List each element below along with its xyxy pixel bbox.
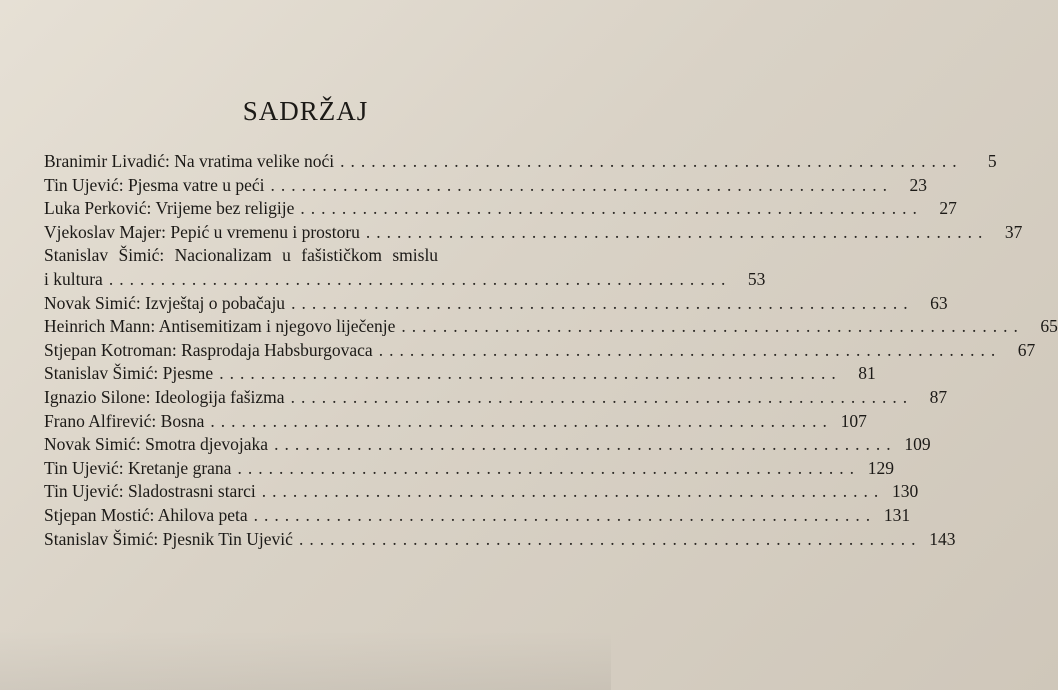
entry-author: Stjepan Mostić: [44, 504, 155, 525]
entry-title: Izvještaj o pobačaju [145, 292, 286, 313]
dot-leader: ............................................................ [237, 457, 860, 478]
entry-page-number: 131 [883, 504, 911, 525]
entry-title: Pjesme [162, 363, 214, 384]
entry-page-number: 5 [987, 151, 997, 171]
entry-page-number: 81 [858, 363, 876, 384]
entry-title: Smotra djevojaka [145, 434, 269, 455]
toc-entry [44, 339, 1036, 363]
entry-page-number: 109 [904, 434, 931, 455]
dot-leader: ............................................................ [298, 528, 922, 549]
entry-title: Sladostrasni starci [127, 481, 256, 502]
table-of-contents [44, 150, 1058, 551]
entry-author: Stanislav Šimić: [44, 528, 159, 549]
entry-title: Pjesnik Tin Ujević [162, 528, 293, 549]
entry-title: Pjesma vatre u peći [127, 174, 265, 195]
toc-entry [44, 174, 928, 198]
toc-entry [44, 244, 578, 268]
toc-entry [44, 362, 876, 386]
entry-page-number: 65 [1040, 316, 1058, 337]
toc-entry [44, 528, 956, 552]
entry-title: Antisemitizam i njegovo liječenje [158, 316, 396, 337]
entry-author: Luka Perković: [44, 198, 152, 219]
toc-entry [44, 221, 1023, 245]
entry-title: Nacionalizam u fašističkom smislu [174, 245, 439, 266]
toc-entry [44, 150, 997, 174]
entry-page-number: 67 [1017, 339, 1036, 360]
dot-leader: ............................................................ [300, 198, 923, 219]
toc-entry [44, 292, 948, 316]
dot-leader: ............................................................ [253, 504, 877, 525]
entry-author: Novak Simić: [44, 434, 141, 455]
entry-title: Na vratima velike noći [174, 151, 335, 171]
entry-author: Stanislav Šimić: [44, 363, 159, 384]
toc-entry [44, 504, 911, 528]
toc-entry [44, 480, 919, 504]
dot-leader: ............................................................ [108, 268, 732, 289]
entry-title: Pepić u vremenu i prostoru [170, 221, 360, 242]
entry-page-number: 27 [939, 198, 957, 219]
dot-leader: ............................................................ [378, 339, 1002, 360]
entry-page-number: 87 [929, 386, 948, 407]
entry-page-number: 107 [840, 410, 867, 431]
dot-leader: ............................................................ [365, 221, 989, 242]
entry-title: Ideologija fašizma [154, 386, 285, 407]
entry-title: Kretanje grana [127, 457, 232, 478]
toc-entry [44, 410, 867, 434]
toc-entry [44, 457, 894, 481]
entry-page-number: 143 [929, 528, 956, 549]
entry-page-number: 130 [892, 481, 919, 502]
dot-leader: ............................................................ [274, 434, 897, 455]
entry-title: Bosna [160, 410, 205, 431]
toc-entry [44, 197, 957, 221]
page-shadow [0, 630, 611, 690]
entry-author: Novak Simić: [44, 292, 141, 313]
entry-author: Stjepan Kotroman: [44, 339, 177, 360]
dot-leader: ............................................................ [340, 151, 963, 171]
entry-page-number: 37 [1004, 221, 1023, 242]
entry-page-number: 63 [930, 292, 948, 313]
toc-entry [44, 386, 948, 410]
entry-author: Ignazio Silone: [44, 386, 151, 407]
entry-page-number: 53 [747, 268, 766, 289]
dot-leader: ............................................................ [219, 363, 842, 384]
entry-author: Branimir Livadić: [44, 151, 170, 171]
entry-title: Rasprodaja Habsburgovaca [181, 339, 373, 360]
dot-leader: ............................................................ [210, 410, 833, 431]
dot-leader: ............................................................ [401, 316, 1024, 337]
dot-leader: ............................................................ [291, 292, 914, 313]
entry-title: Vrijeme bez religije [155, 198, 295, 219]
entry-author: Stanislav Šimić: [44, 245, 165, 266]
entry-author: Tin Ujević: [44, 174, 124, 195]
entry-title-continuation: i kultura [44, 268, 103, 289]
entry-author: Heinrich Mann: [44, 316, 156, 337]
page-title: SADRŽAJ [242, 96, 369, 126]
entry-title: Ahilova peta [157, 504, 248, 525]
entry-page-number: 129 [867, 457, 894, 478]
toc-entry [44, 433, 931, 457]
toc-entry [44, 315, 1058, 339]
toc-entry-continuation [44, 268, 766, 292]
dot-leader: ............................................................ [270, 174, 894, 195]
dot-leader: ............................................................ [290, 386, 914, 407]
entry-page-number: 23 [909, 174, 928, 195]
entry-author: Vjekoslav Majer: [44, 221, 166, 242]
entry-author: Tin Ujević: [44, 481, 124, 502]
entry-author: Frano Alfirević: [44, 410, 157, 431]
dot-leader: ............................................................ [261, 481, 885, 502]
entry-author: Tin Ujević: [44, 457, 124, 478]
